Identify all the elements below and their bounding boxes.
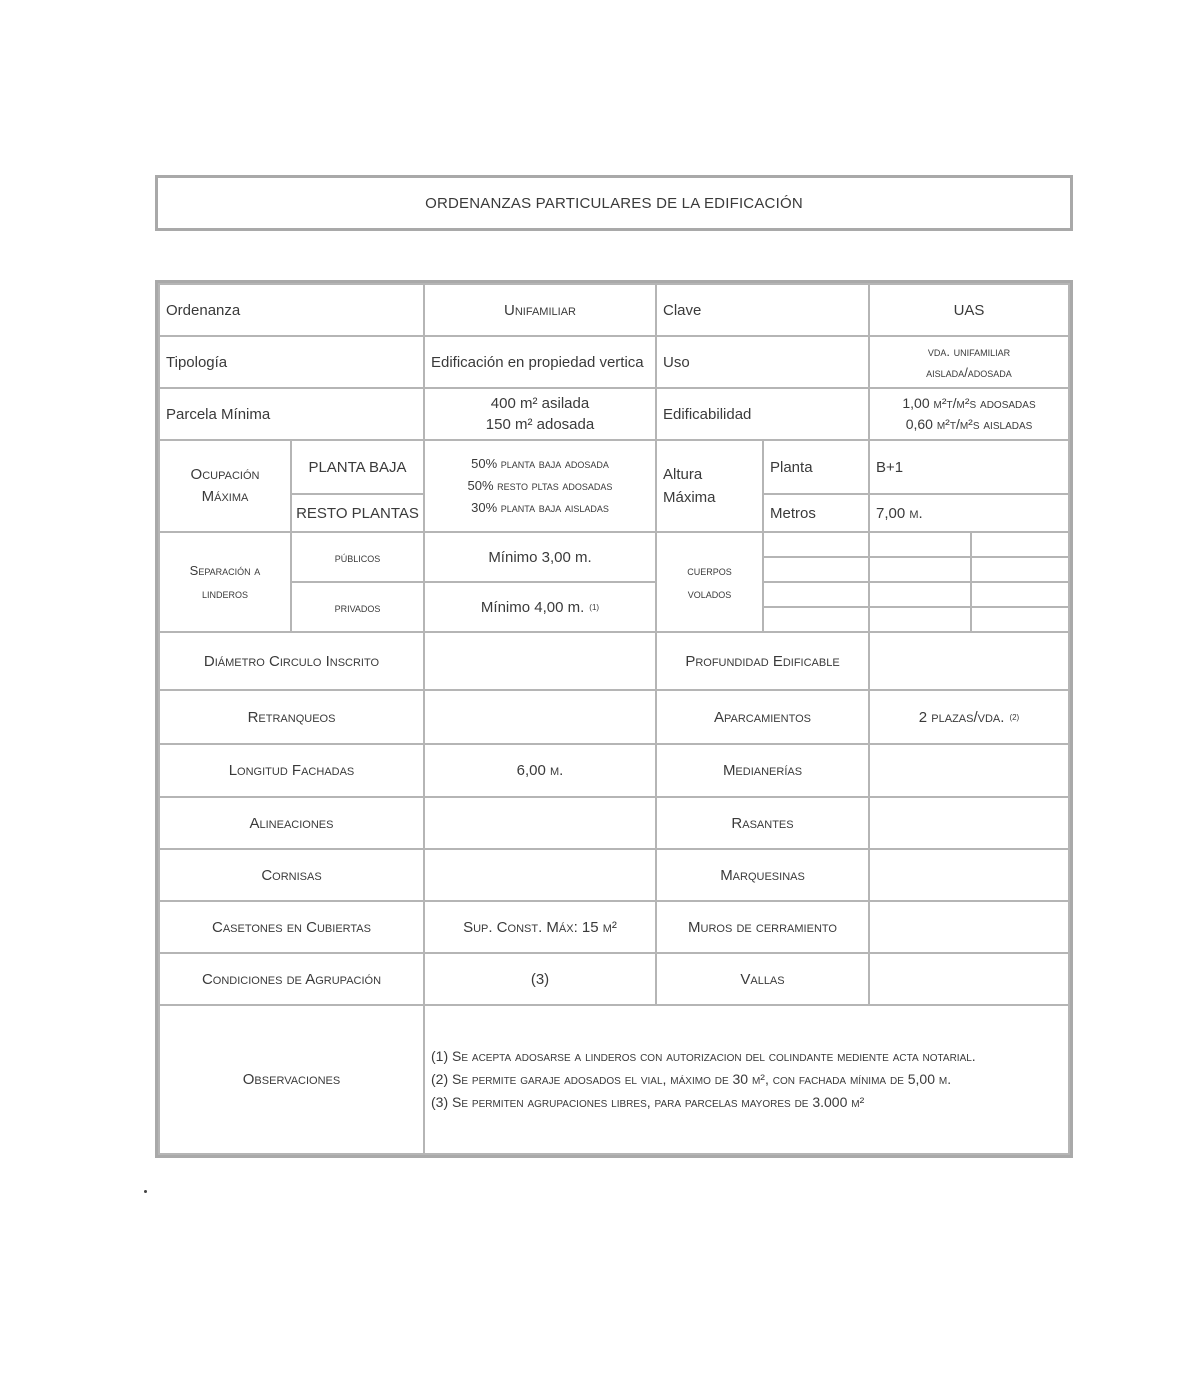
profundidad-value <box>868 631 1070 691</box>
metros-value: 7,00 m. <box>868 493 1070 533</box>
casetones-value: Sup. Const. Máx: 15 m² <box>423 900 657 954</box>
marquesinas-label: Marquesinas <box>655 848 870 902</box>
rasantes-value <box>868 796 1070 850</box>
rasantes-label: Rasantes <box>655 796 870 850</box>
longitud-fachadas-value: 6,00 m. <box>423 743 657 798</box>
resto-plantas-label: RESTO PLANTAS <box>290 493 425 533</box>
cuerpos-volados-label <box>655 531 764 633</box>
cuerpos-volados-line1: cuerpos <box>687 563 732 578</box>
parcela-label: Parcela Mínima <box>158 387 425 441</box>
retranqueos-label: Retranqueos <box>158 689 425 745</box>
publicos-value: Mínimo 3,00 m. <box>423 531 657 583</box>
medianerias-label: Medianerías <box>655 743 870 798</box>
cuerpos-grid-cell <box>868 581 972 608</box>
cuerpos-grid-cell <box>762 556 870 583</box>
edificabilidad-value-line2: 0,60 m²t/m²s aisladas <box>905 416 1033 432</box>
uso-value <box>868 335 1070 389</box>
clave-value: UAS <box>868 283 1070 337</box>
aparcamientos-value <box>868 689 1070 745</box>
vallas-label: Vallas <box>655 952 870 1006</box>
medianerias-value <box>868 743 1070 798</box>
ordenanza-label: Ordenanza <box>158 283 425 337</box>
metros-label: Metros <box>762 493 870 533</box>
longitud-fachadas-label: Longitud Fachadas <box>158 743 425 798</box>
vallas-value <box>868 952 1070 1006</box>
document-title: ORDENANZAS PARTICULARES DE LA EDIFICACIÓN <box>155 175 1073 231</box>
cuerpos-grid-cell <box>868 531 972 558</box>
observaciones-notes <box>423 1004 1070 1155</box>
uso-value-line2: aislada/adosada <box>926 365 1012 380</box>
altura-label-line2: Máxima <box>663 489 716 506</box>
condiciones-value: (3) <box>423 952 657 1006</box>
uso-label: Uso <box>655 335 870 389</box>
altura-label-line1: Altura <box>663 466 703 483</box>
cuerpos-grid-cell <box>970 556 1070 583</box>
muros-value <box>868 900 1070 954</box>
planta-label: Planta <box>762 439 870 495</box>
observaciones-label: Observaciones <box>158 1004 425 1155</box>
cuerpos-grid-cell <box>970 606 1070 633</box>
muros-label: Muros de cerramiento <box>655 900 870 954</box>
marquesinas-value <box>868 848 1070 902</box>
separacion-label <box>158 531 292 633</box>
cuerpos-grid-cell <box>868 606 972 633</box>
cuerpos-grid-cell <box>868 556 972 583</box>
cuerpos-grid-cell <box>970 531 1070 558</box>
aparcamientos-value-text: 2 plazas/vda. <box>918 708 1005 726</box>
ocupacion-label <box>158 439 292 533</box>
tipologia-value: Edificación en propiedad vertica <box>423 335 657 389</box>
aparcamientos-label: Aparcamientos <box>655 689 870 745</box>
ocupacion-label-line2: Máxima <box>201 488 249 505</box>
parcela-value-line1: 400 m² asilada <box>490 395 590 412</box>
diametro-label: Diámetro Circulo Inscrito <box>158 631 425 691</box>
cuerpos-grid-cell <box>970 581 1070 608</box>
separacion-label-line1: Separación a <box>189 563 261 578</box>
cornisas-label: Cornisas <box>158 848 425 902</box>
cuerpos-grid-cell <box>762 606 870 633</box>
privados-value <box>423 581 657 633</box>
cuerpos-volados-line2: volados <box>687 586 732 601</box>
ordenanza-value: Unifamiliar <box>423 283 657 337</box>
observaciones-note-1: (1) Se acepta adosarse a linderos con autorizacion del colindante mediente acta notarial. <box>431 1048 976 1064</box>
ocupacion-value-line2: 50% resto pltas adosadas <box>467 478 613 493</box>
aparcamientos-value-mark: (2) <box>1009 712 1020 722</box>
cuerpos-grid-cell <box>762 581 870 608</box>
alineaciones-label: Alineaciones <box>158 796 425 850</box>
privados-value-text: Mínimo 4,00 m. <box>480 598 585 616</box>
cuerpos-grid-cell <box>762 531 870 558</box>
observaciones-note-2: (2) Se permite garaje adosados el vial, máximo de 30 m², con fachada mínima de 5,00 m. <box>431 1071 952 1087</box>
edificabilidad-value-line1: 1,00 m²t/m²s adosadas <box>902 395 1036 411</box>
publicos-label: públicos <box>290 531 425 583</box>
ocupacion-value <box>423 439 657 533</box>
diametro-value <box>423 631 657 691</box>
planta-value: B+1 <box>868 439 1070 495</box>
alineaciones-value <box>423 796 657 850</box>
observaciones-note-3: (3) Se permiten agrupaciones libres, para parcelas mayores de 3.000 m² <box>431 1094 865 1110</box>
uso-value-line1: vda. unifamiliar <box>927 344 1011 359</box>
parcela-value <box>423 387 657 441</box>
edificabilidad-label: Edificabilidad <box>655 387 870 441</box>
altura-label <box>655 439 764 533</box>
ordinance-table <box>155 280 1073 1158</box>
privados-value-mark: (1) <box>589 602 600 612</box>
casetones-label: Casetones en Cubiertas <box>158 900 425 954</box>
privados-label: privados <box>290 581 425 633</box>
stray-dot <box>144 1190 147 1193</box>
retranqueos-value <box>423 689 657 745</box>
ocupacion-value-line1: 50% planta baja adosada <box>471 456 609 471</box>
cornisas-value <box>423 848 657 902</box>
ocupacion-value-line3: 30% planta baja aisladas <box>471 500 609 515</box>
separacion-label-line2: linderos <box>201 586 248 601</box>
clave-label: Clave <box>655 283 870 337</box>
condiciones-label: Condiciones de Agrupación <box>158 952 425 1006</box>
parcela-value-line2: 150 m² adosada <box>485 416 595 433</box>
edificabilidad-value <box>868 387 1070 441</box>
planta-baja-label: PLANTA BAJA <box>290 439 425 495</box>
ocupacion-label-line1: Ocupación <box>190 466 260 483</box>
profundidad-label: Profundidad Edificable <box>655 631 870 691</box>
tipologia-label: Tipología <box>158 335 425 389</box>
